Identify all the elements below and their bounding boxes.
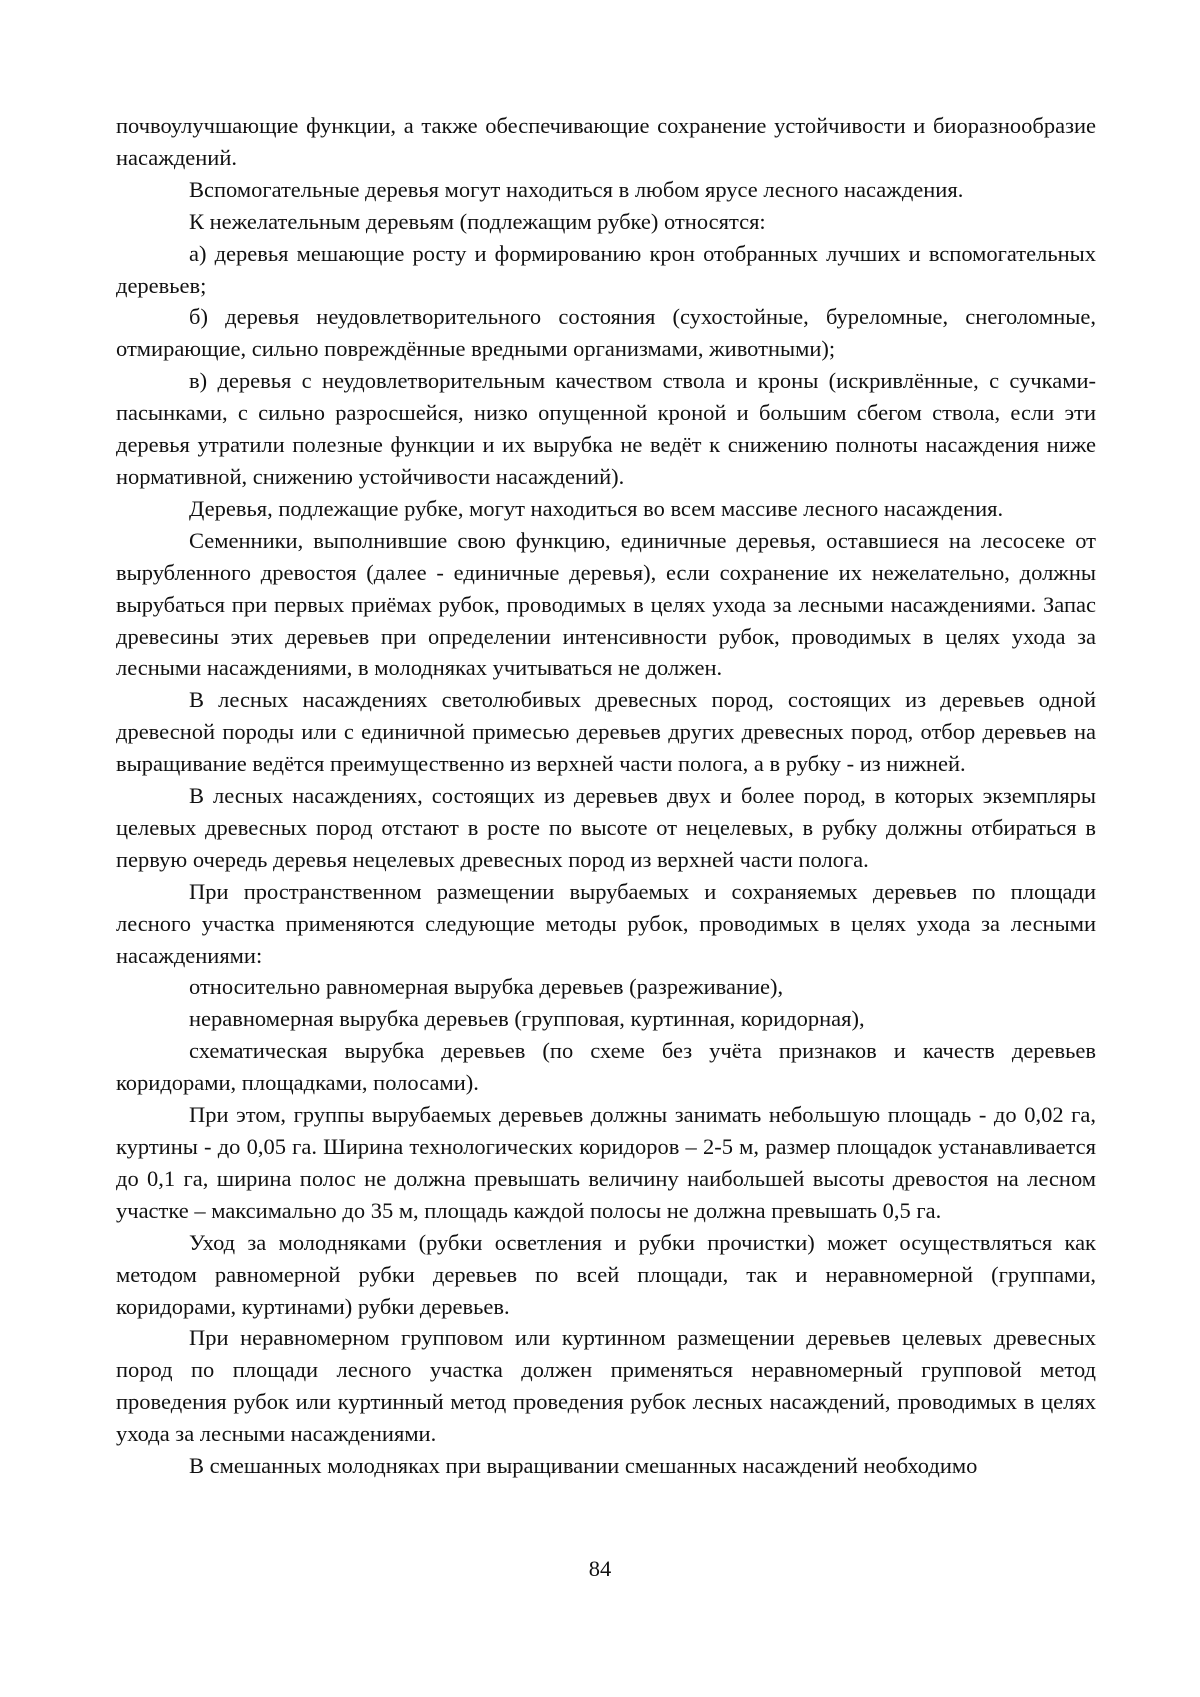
document-body (116, 110, 1096, 1482)
paragraph: почвоулучшающие функции, а также обеспечивающие сохранение устойчивости и биоразнообразие насаждений. (116, 113, 1096, 170)
paragraph: При неравномерном групповом или куртинном размещении деревьев целевых древесных пород по площади лесного участка должен применяться неравномерный групповой метод проведения рубок или куртинный метод проведения рубок лесных насаждений, проводимых в целях ухода за лесными насаждениями. (116, 1325, 1096, 1447)
paragraph: В смешанных молодняках при выращивании смешанных насаждений необходимо (189, 1453, 978, 1479)
paragraph: В лесных насаждениях светолюбивых древесных пород, состоящих из деревьев одной древесной породы или с единичной примесью деревьев других древесных пород, отбор деревьев на выращивание ведётся преимущественно из верхней части полога, а в рубку - из нижней. (116, 687, 1096, 777)
paragraph: К нежелательным деревьям (подлежащим рубке) относятся: (189, 208, 766, 234)
list-item: схематическая вырубка деревьев (по схеме без учёта признаков и качеств деревьев коридорами, площадками, полосами). (116, 1038, 1096, 1096)
paragraph: б) деревья неудовлетворительного состояния (сухостойные, буреломные, снеголомные, отмирающие, сильно повреждённые вредными организмами, животными); (116, 304, 1096, 362)
paragraph: При этом, группы вырубаемых деревьев должны занимать небольшую площадь - до 0,02 га, куртины - до 0,05 га. Ширина технологических коридоров – 2-5 м, размер площадок устанавливается до 0,1 га, ширина полос не должна превышать величину наибольшей высоты древостоя на лесном участке – максимально до 35 м, площадь каждой полосы не должна превышать 0,5 га. (116, 1102, 1096, 1223)
list-item: относительно равномерная вырубка деревьев (разреживание), (189, 974, 784, 1000)
paragraph: а) деревья мешающие росту и формированию крон отобранных лучших и вспомогательных деревьев; (116, 240, 1096, 298)
page-number: 84 (588, 1556, 612, 1581)
paragraph: Семенники, выполнившие свою функцию, единичные деревья, оставшиеся на лесосеке от вырубленного древостоя (далее - единичные деревья), если сохранение их нежелательно, должны вырубаться при первых приёмах рубок, проводимых в целях ухода за лесными насаждениями. Запас древесины этих деревьев при определении интенсивности рубок, проводимых в целях ухода за лесными насаждениями, в молодняках учитываться не должен. (116, 527, 1096, 681)
paragraph: В лесных насаждениях, состоящих из деревьев двух и более пород, в которых экземпляры целевых древесных пород отстают в росте по высоте от нецелевых, в рубку должны отбираться в первую очередь деревья нецелевых древесных пород из верхней части полога. (116, 783, 1096, 872)
paragraph: При пространственном размещении вырубаемых и сохраняемых деревьев по площади лесного участка применяются следующие методы рубок, проводимых в целях ухода за лесными насаждениями: (116, 878, 1096, 968)
paragraph: Деревья, подлежащие рубке, могут находиться во всем массиве лесного насаждения. (189, 495, 1004, 521)
paragraph: в) деревья с неудовлетворительным качеством ствола и кроны (искривлённые, с сучками-пасынками, с сильно разросшейся, низко опущенной кроной и большим сбегом ствола, если эти деревья утратили полезные функции и их вырубка не ведёт к снижению полноты насаждения ниже нормативной, снижению устойчивости насаждений). (116, 368, 1096, 489)
paragraph: Уход за молодняками (рубки осветления и рубки прочистки) может осуществляться как методом равномерной рубки деревьев по всей площади, так и неравномерной (группами, коридорами, куртинами) рубки деревьев. (116, 1229, 1096, 1319)
list-item: неравномерная вырубка деревьев (групповая, куртинная, коридорная), (189, 1006, 865, 1032)
paragraph: Вспомогательные деревья могут находиться в любом ярусе лесного насаждения. (189, 176, 964, 202)
